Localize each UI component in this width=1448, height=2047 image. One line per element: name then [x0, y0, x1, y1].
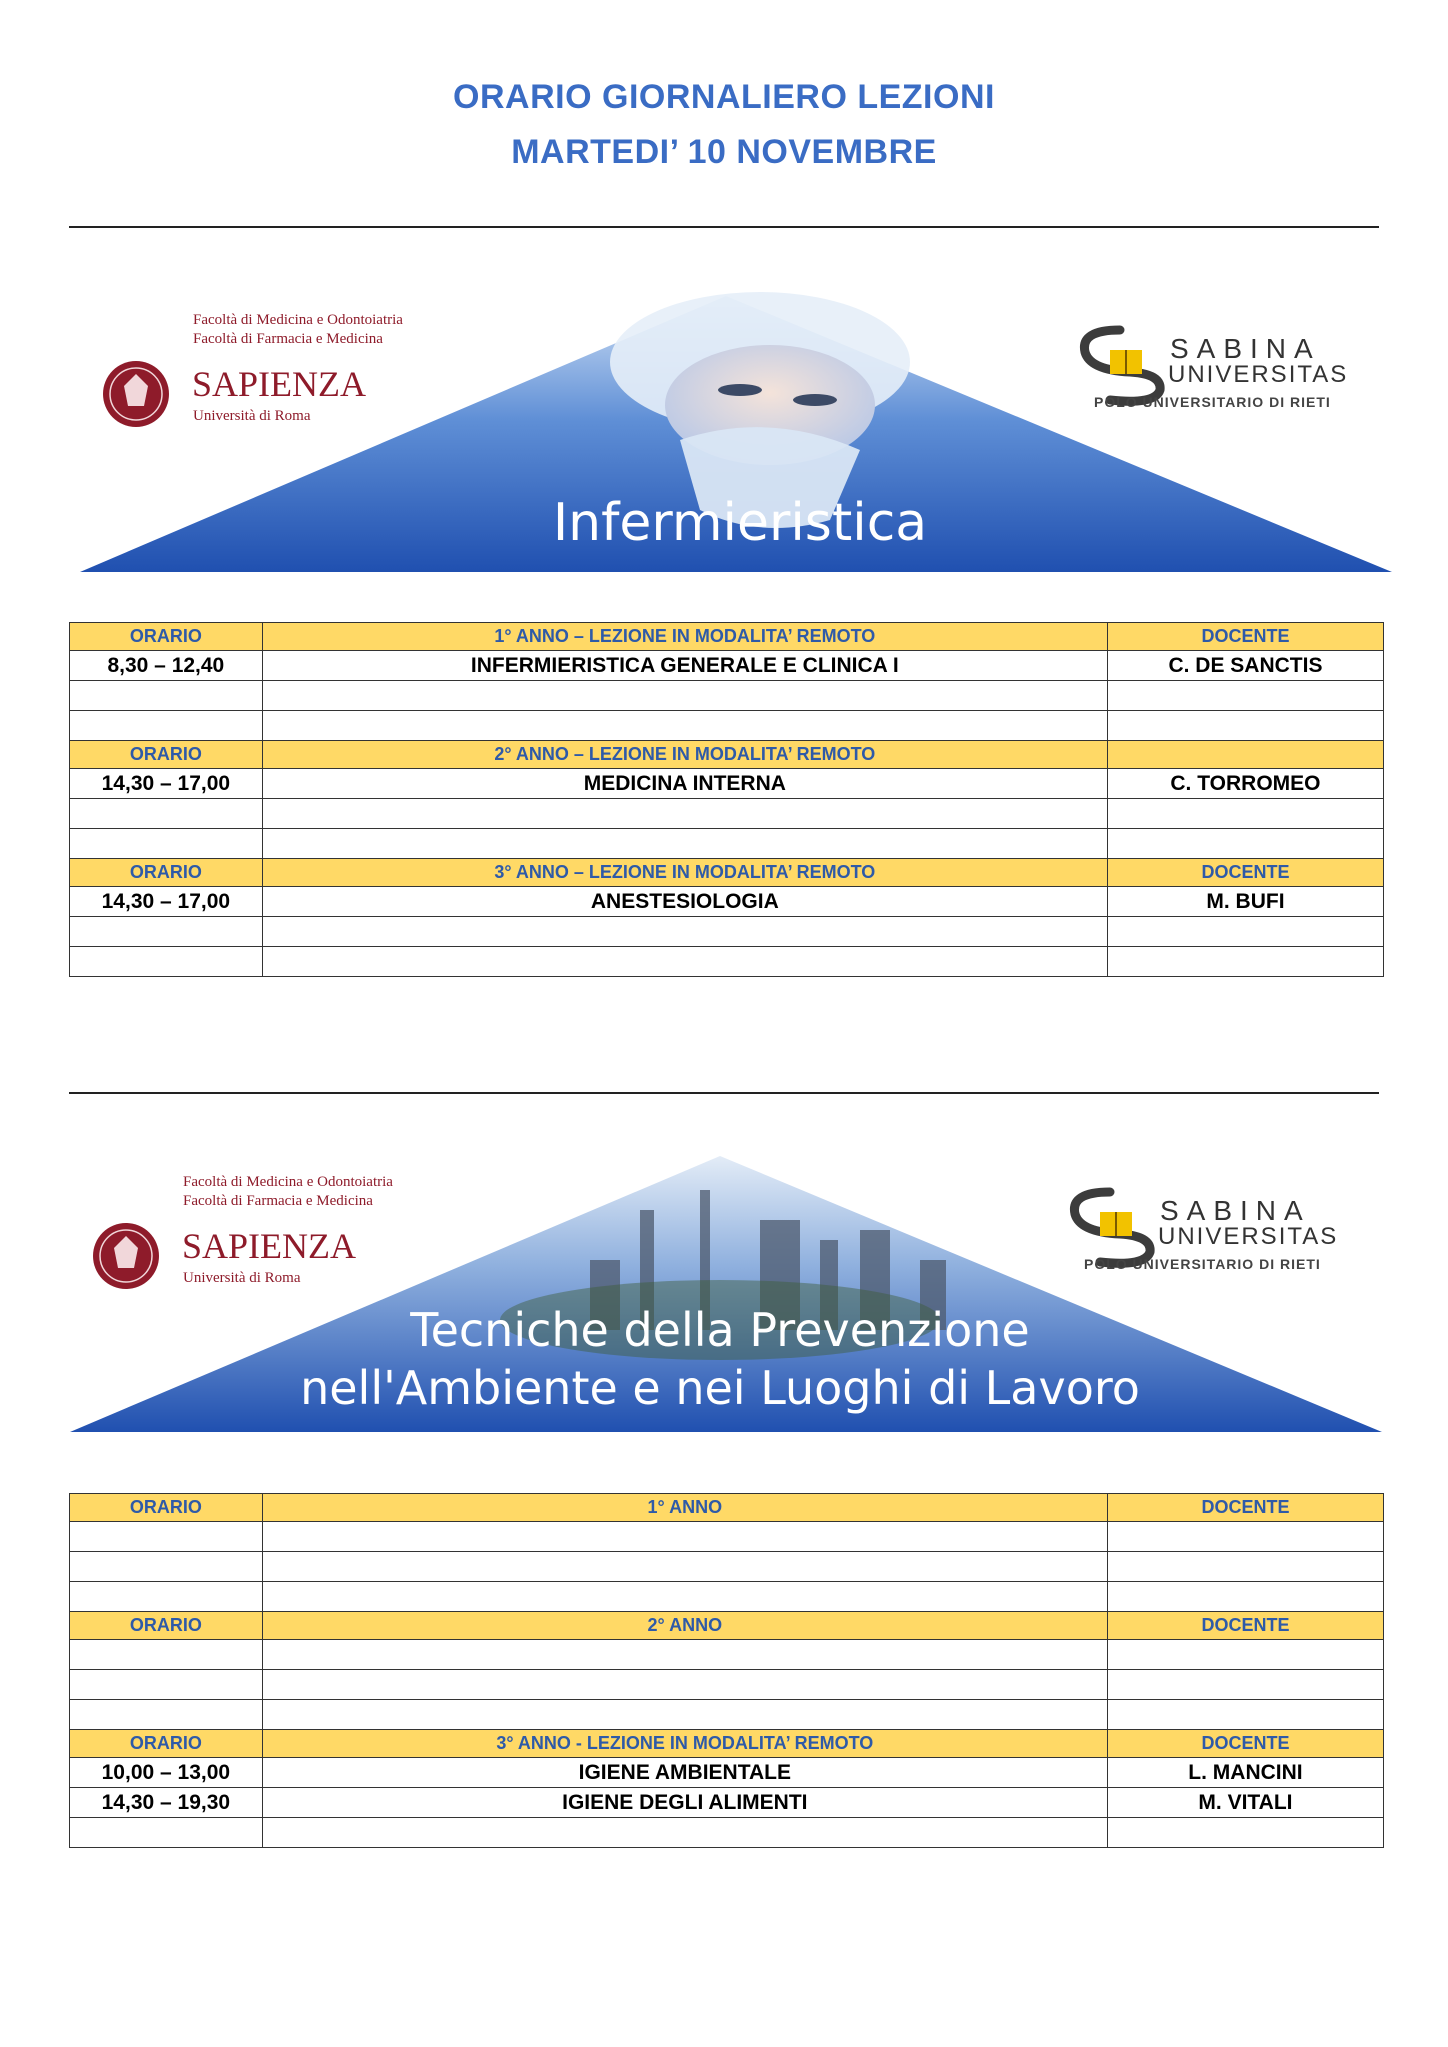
header-orario: ORARIO	[70, 859, 263, 887]
cell-lezione: IGIENE AMBIENTALE	[262, 1758, 1107, 1788]
table-header-row	[70, 741, 1384, 769]
cell-lezione	[262, 799, 1107, 829]
polo-name: POLO UNIVERSITARIO DI RIETI	[1094, 394, 1331, 410]
sapienza-sub: Università di Roma	[193, 408, 311, 424]
cell-lezione	[262, 947, 1107, 977]
cell-docente	[1107, 1670, 1383, 1700]
sapienza-name: SAPIENZA	[192, 364, 367, 404]
cell-lezione: MEDICINA INTERNA	[262, 769, 1107, 799]
sabina-name: SABINA	[1170, 333, 1321, 364]
cell-docente	[1107, 1818, 1383, 1848]
header-orario: ORARIO	[70, 1494, 263, 1522]
cell-docente: M. VITALI	[1107, 1788, 1383, 1818]
cell-lezione: IGIENE DEGLI ALIMENTI	[262, 1788, 1107, 1818]
cell-orario	[70, 1552, 263, 1582]
cell-lezione	[262, 1522, 1107, 1552]
cell-docente	[1107, 829, 1383, 859]
cell-orario	[70, 1818, 263, 1848]
header-orario: ORARIO	[70, 741, 263, 769]
table-row	[70, 711, 1384, 741]
header-docente	[1107, 741, 1383, 769]
table-row	[70, 799, 1384, 829]
cell-docente: L. MANCINI	[1107, 1758, 1383, 1788]
cell-lezione	[262, 917, 1107, 947]
sabina-name: SABINA	[1160, 1195, 1311, 1226]
sapienza-seal-icon	[103, 361, 169, 427]
header-docente: DOCENTE	[1107, 859, 1383, 887]
cell-docente	[1107, 917, 1383, 947]
table-row	[70, 1758, 1384, 1788]
cell-docente	[1107, 681, 1383, 711]
schedule-table-infermieristica	[69, 622, 1384, 977]
divider-middle	[69, 1092, 1379, 1094]
table-row	[70, 1670, 1384, 1700]
cell-orario	[70, 1670, 263, 1700]
table-row	[70, 1700, 1384, 1730]
cell-lezione: ANESTESIOLOGIA	[262, 887, 1107, 917]
divider-top	[69, 226, 1379, 228]
cell-lezione	[262, 711, 1107, 741]
banner-infermieristica	[0, 290, 1448, 580]
table-row	[70, 1640, 1384, 1670]
table-header-row	[70, 859, 1384, 887]
sabina-logo-icon	[1084, 330, 1160, 401]
cell-lezione	[262, 681, 1107, 711]
table-row	[70, 769, 1384, 799]
cell-orario	[70, 711, 263, 741]
faculty-line2: Facoltà di Farmacia e Medicina	[183, 1193, 373, 1209]
banner-course-title-line1: Tecniche della Prevenzione	[410, 1303, 1030, 1357]
sapienza-seal-icon	[93, 1223, 159, 1289]
header-anno: 3° ANNO - LEZIONE IN MODALITA’ REMOTO	[262, 1730, 1107, 1758]
cell-lezione	[262, 1670, 1107, 1700]
header-docente: DOCENTE	[1107, 1730, 1383, 1758]
cell-docente	[1107, 799, 1383, 829]
table-header-row	[70, 623, 1384, 651]
header-orario: ORARIO	[70, 1730, 263, 1758]
table-row	[70, 1788, 1384, 1818]
table-header-row	[70, 1730, 1384, 1758]
cell-orario	[70, 1700, 263, 1730]
cell-orario: 14,30 – 17,00	[70, 769, 263, 799]
table-row	[70, 887, 1384, 917]
universitas-name: UNIVERSITAS	[1168, 361, 1349, 388]
cell-orario	[70, 681, 263, 711]
header-docente: DOCENTE	[1107, 623, 1383, 651]
cell-docente	[1107, 947, 1383, 977]
sapienza-sub: Università di Roma	[183, 1270, 301, 1286]
faculty-line2: Facoltà di Farmacia e Medicina	[193, 331, 383, 347]
cell-docente: C. DE SANCTIS	[1107, 651, 1383, 681]
sabina-logo-icon	[1074, 1192, 1150, 1263]
cell-docente: M. BUFI	[1107, 887, 1383, 917]
schedule-table-prevenzione	[69, 1493, 1384, 1848]
table-row	[70, 917, 1384, 947]
cell-orario	[70, 1640, 263, 1670]
banner-course-title-line2: nell'Ambiente e nei Luoghi di Lavoro	[300, 1361, 1140, 1415]
cell-docente	[1107, 1552, 1383, 1582]
header-anno: 1° ANNO – LEZIONE IN MODALITA’ REMOTO	[262, 623, 1107, 651]
table-row	[70, 651, 1384, 681]
table-row	[70, 947, 1384, 977]
banner-course-title: Infermieristica	[552, 493, 928, 553]
sapienza-name: SAPIENZA	[182, 1226, 357, 1266]
page-title-line2: MARTEDI’ 10 NOVEMBRE	[511, 133, 937, 171]
cell-lezione	[262, 1582, 1107, 1612]
banner-tecniche-prevenzione	[0, 1150, 1448, 1440]
cell-docente	[1107, 1640, 1383, 1670]
cell-docente	[1107, 1700, 1383, 1730]
header-docente: DOCENTE	[1107, 1612, 1383, 1640]
cell-lezione: INFERMIERISTICA GENERALE E CLINICA I	[262, 651, 1107, 681]
header-anno: 2° ANNO	[262, 1612, 1107, 1640]
header-orario: ORARIO	[70, 623, 263, 651]
faculty-line1: Facoltà di Medicina e Odontoiatria	[193, 312, 403, 328]
cell-orario	[70, 829, 263, 859]
table-header-row	[70, 1494, 1384, 1522]
cell-orario: 14,30 – 17,00	[70, 887, 263, 917]
cell-docente	[1107, 1582, 1383, 1612]
faculty-line1: Facoltà di Medicina e Odontoiatria	[183, 1174, 393, 1190]
table-row	[70, 1552, 1384, 1582]
cell-docente: C. TORROMEO	[1107, 769, 1383, 799]
cell-orario	[70, 917, 263, 947]
cell-lezione	[262, 1818, 1107, 1848]
header-docente: DOCENTE	[1107, 1494, 1383, 1522]
cell-orario	[70, 799, 263, 829]
cell-orario	[70, 1582, 263, 1612]
cell-lezione	[262, 1552, 1107, 1582]
table-row	[70, 829, 1384, 859]
cell-orario: 8,30 – 12,40	[70, 651, 263, 681]
table-row	[70, 681, 1384, 711]
table-header-row	[70, 1612, 1384, 1640]
cell-orario: 10,00 – 13,00	[70, 1758, 263, 1788]
header-anno: 3° ANNO – LEZIONE IN MODALITA’ REMOTO	[262, 859, 1107, 887]
header-anno: 2° ANNO – LEZIONE IN MODALITA’ REMOTO	[262, 741, 1107, 769]
polo-name: POLO UNIVERSITARIO DI RIETI	[1084, 1256, 1321, 1272]
cell-orario: 14,30 – 19,30	[70, 1788, 263, 1818]
cell-docente	[1107, 1522, 1383, 1552]
header-orario: ORARIO	[70, 1612, 263, 1640]
cell-orario	[70, 947, 263, 977]
cell-lezione	[262, 1640, 1107, 1670]
cell-lezione	[262, 829, 1107, 859]
table-row	[70, 1522, 1384, 1552]
header-anno: 1° ANNO	[262, 1494, 1107, 1522]
table-row	[70, 1818, 1384, 1848]
page-title-line1: ORARIO GIORNALIERO LEZIONI	[453, 78, 995, 116]
cell-lezione	[262, 1700, 1107, 1730]
cell-docente	[1107, 711, 1383, 741]
cell-orario	[70, 1522, 263, 1552]
table-row	[70, 1582, 1384, 1612]
universitas-name: UNIVERSITAS	[1158, 1223, 1339, 1250]
